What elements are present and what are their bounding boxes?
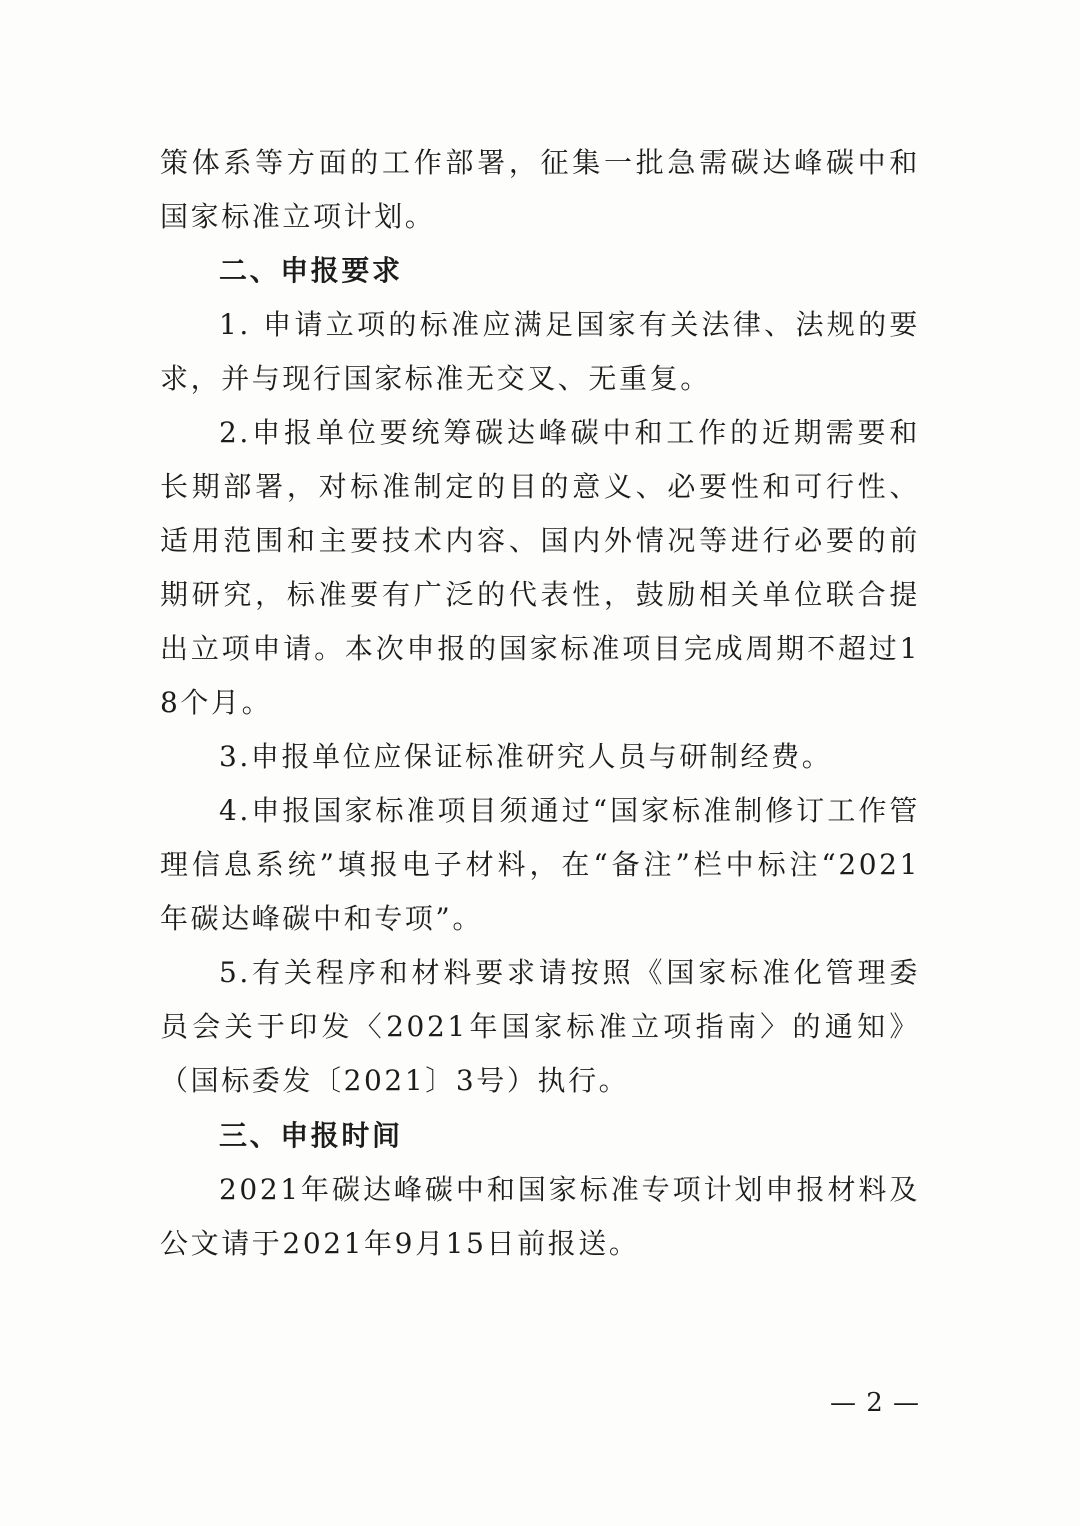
page-number: — 2 —	[829, 1388, 921, 1418]
requirement-1: 1. 申请立项的标准应满足国家有关法律、法规的要求，并与现行国家标准无交叉、无重复。	[160, 308, 920, 395]
requirement-3: 3.申报单位应保证标准研究人员与研制经费。	[219, 740, 833, 773]
deadline-paragraph: 2021年碳达峰碳中和国家标准专项计划申报材料及公文请于2021年9月15日前报送。	[160, 1173, 920, 1260]
opening-paragraph: 策体系等方面的工作部署，征集一批急需碳达峰碳中和国家标准立项计划。	[160, 146, 920, 233]
requirement-2: 2.申报单位要统筹碳达峰碳中和工作的近期需要和长期部署，对标准制定的目的意义、必要性和可行性、适用范围和主要技术内容、国内外情况等进行必要的前期研究，标准要有广泛的代表性，鼓励相关单位联合提出立项申请。本次申报的国家标准项目完成周期不超过18个月。	[160, 416, 920, 719]
requirement-5: 5.有关程序和材料要求请按照《国家标准化管理委员会关于印发〈2021年国家标准立项指南〉的通知》（国标委发〔2021〕3号）执行。	[160, 956, 920, 1097]
requirement-4: 4.申报国家标准项目须通过“国家标准制修订工作管理信息系统”填报电子材料，在“备注”栏中标注“2021年碳达峰碳中和专项”。	[160, 794, 920, 935]
section-heading-time: 三、申报时间	[219, 1119, 403, 1152]
section-heading-requirements: 二、申报要求	[219, 254, 403, 287]
document-body	[160, 136, 920, 1271]
